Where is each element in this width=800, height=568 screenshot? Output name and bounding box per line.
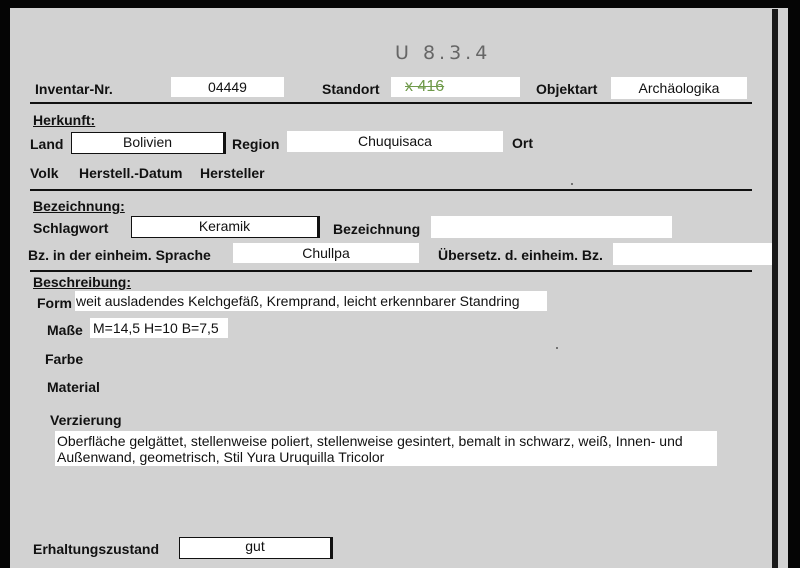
erhaltungszustand-field[interactable]: gut <box>179 537 333 559</box>
ort-label: Ort <box>512 135 533 151</box>
herstell-datum-label: Herstell.-Datum <box>79 165 183 181</box>
uebersetz-field[interactable] <box>613 243 776 265</box>
herkunft-heading: Herkunft: <box>33 112 96 128</box>
divider-3 <box>30 270 752 272</box>
volk-label: Volk <box>30 165 59 181</box>
standort-handwritten-note: U 8.3.4 <box>395 42 492 64</box>
objektart-label: Objektart <box>536 81 598 97</box>
farbe-label: Farbe <box>45 351 84 367</box>
schlagwort-label: Schlagwort <box>33 220 109 236</box>
land-label: Land <box>30 136 64 152</box>
uebersetz-label: Übersetz. d. einheim. Bz. <box>438 247 603 263</box>
land-field[interactable]: Bolivien <box>71 132 226 154</box>
region-field[interactable]: Chuquisaca <box>287 131 503 152</box>
form-label: Form <box>37 295 72 311</box>
einheim-sprache-field[interactable]: Chullpa <box>233 243 419 263</box>
schlagwort-field[interactable]: Keramik <box>131 216 320 238</box>
material-label: Material <box>47 379 100 395</box>
divider-2 <box>30 189 752 191</box>
standort-struck-value: x 416 <box>405 78 445 95</box>
objektart-field[interactable]: Archäologika <box>611 77 747 99</box>
masse-label: Maße <box>47 322 83 338</box>
record-card <box>10 8 788 568</box>
form-field[interactable]: weit ausladendes Kelchgefäß, Kremprand, leicht erkennbarer Standring <box>75 291 547 311</box>
bezeichnung-field[interactable] <box>431 216 672 238</box>
inventar-label: Inventar-Nr. <box>35 81 113 97</box>
bezeichnung-heading: Bezeichnung: <box>33 198 125 214</box>
einheim-sprache-label: Bz. in der einheim. Sprache <box>28 247 211 263</box>
standort-label: Standort <box>322 81 380 97</box>
bezeichnung-label: Bezeichnung <box>333 221 421 237</box>
region-label: Region <box>232 136 280 152</box>
verzierung-label: Verzierung <box>50 412 122 428</box>
erhaltungszustand-label: Erhaltungszustand <box>33 541 160 557</box>
scan-speck <box>571 183 573 185</box>
inventar-field[interactable]: 04449 <box>171 77 284 97</box>
divider-1 <box>30 102 752 104</box>
verzierung-line-1: Oberfläche gelgättet, stellenweise poliert, stellenweise gesintert, bemalt in schwarz, weiß, Innen- und <box>57 433 683 449</box>
scan-edge-right-inner <box>772 9 778 568</box>
verzierung-line-2: Außenwand, geometrisch, Stil Yura Uruquilla Tricolor <box>57 449 385 465</box>
standort-field[interactable] <box>391 77 520 97</box>
scan-edge-right <box>786 0 800 568</box>
beschreibung-heading: Beschreibung: <box>33 274 132 290</box>
hersteller-label: Hersteller <box>200 165 265 181</box>
verzierung-field[interactable] <box>55 431 717 466</box>
masse-field[interactable]: M=14,5 H=10 B=7,5 <box>90 318 228 338</box>
scan-speck-2 <box>556 347 558 349</box>
